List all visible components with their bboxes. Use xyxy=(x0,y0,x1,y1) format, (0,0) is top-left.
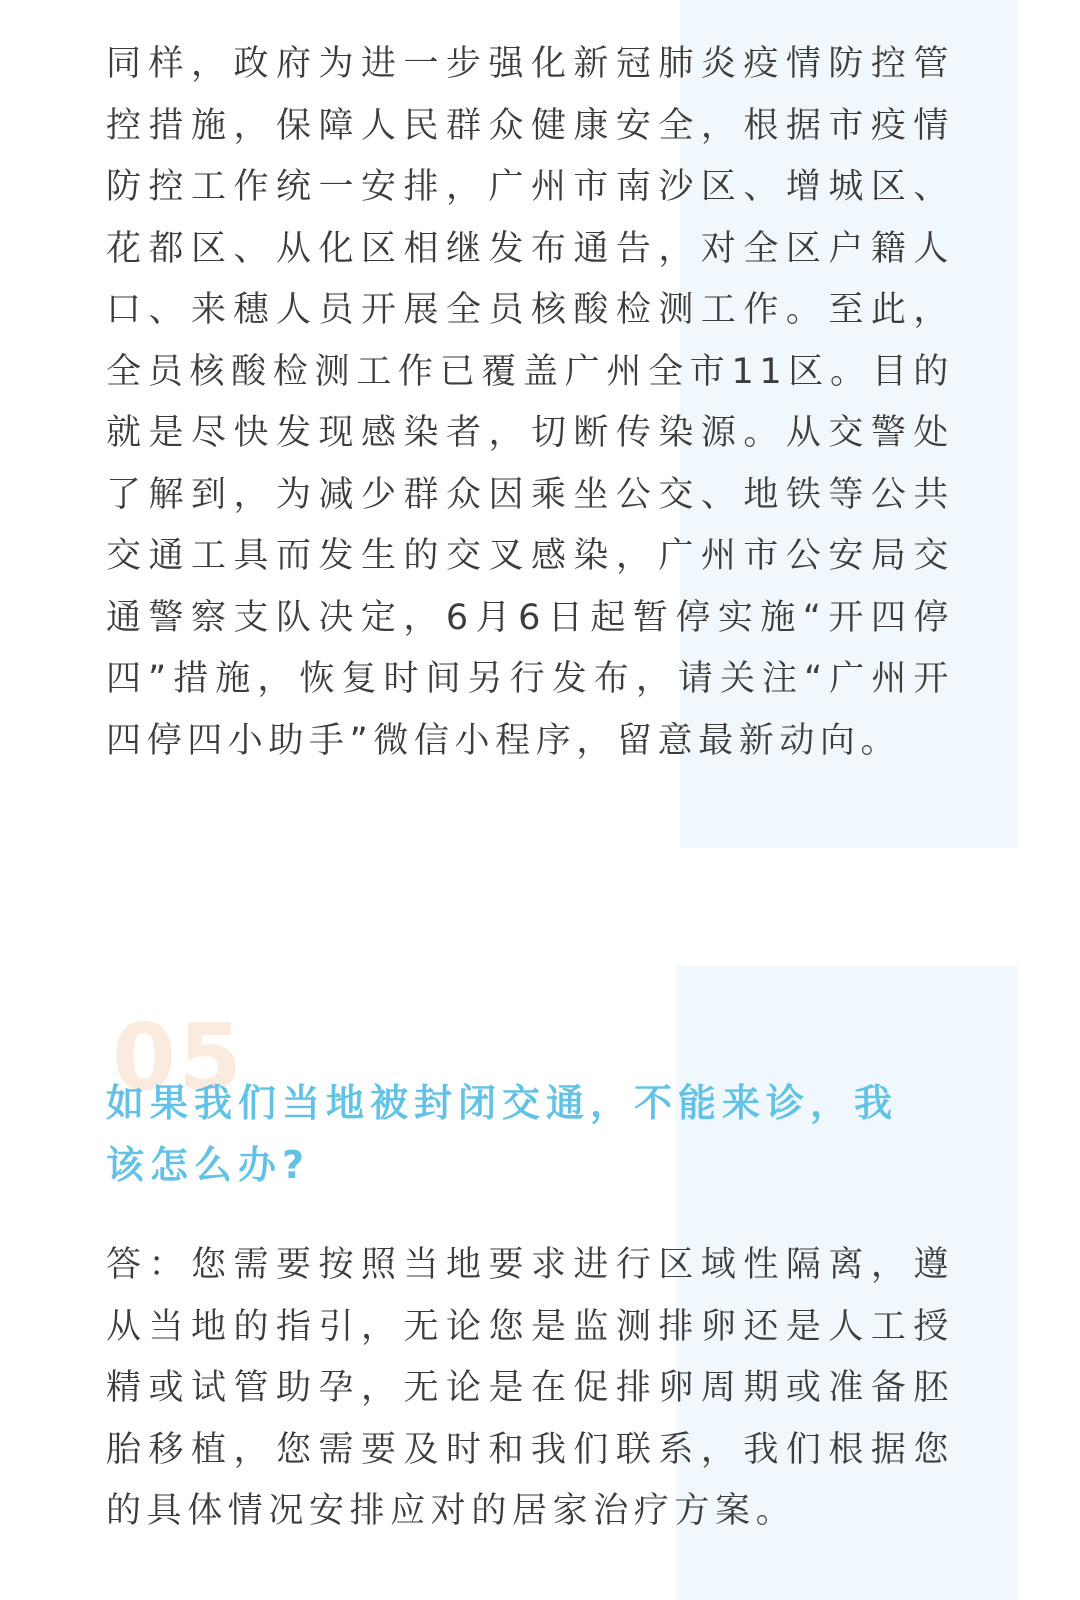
section-question-heading: 如果我们当地被封闭交通，不能来诊，我该怎么办? xyxy=(106,1081,899,1187)
section-number: 05 xyxy=(112,1004,245,1111)
article-paragraph: 同样，政府为进一步强化新冠肺炎疫情防控管控措施，保障人民群众健康安全，根据市疫情防控工作统一安排，广州市南沙区、增城区、花都区、从化区相继发布通告，对全区户籍人口、来穗人员开展全员核酸检测工作。至此，全员核酸检测工作已覆盖广州全市11区。目的就是尽快发现感染者，切断传染源。从交警处了解到，为减少群众因乘坐公交、地铁等公共交通工具而发生的交叉感染，广州市公安局交通警察支队决定，6月6日起暂停实施“开四停四”措施，恢复时间另行发布，请关注“广州开四停四小助手”微信小程序，留意最新动向。 xyxy=(106,44,954,761)
section-answer-paragraph: 答：您需要按照当地要求进行区域性隔离，遵从当地的指引，无论您是监测排卵还是人工授精或试管助孕，无论是在促排卵周期或准备胚胎移植，您需要及时和我们联系，我们根据您的具体情况安排应对的居家治疗方案。 xyxy=(106,1245,954,1531)
